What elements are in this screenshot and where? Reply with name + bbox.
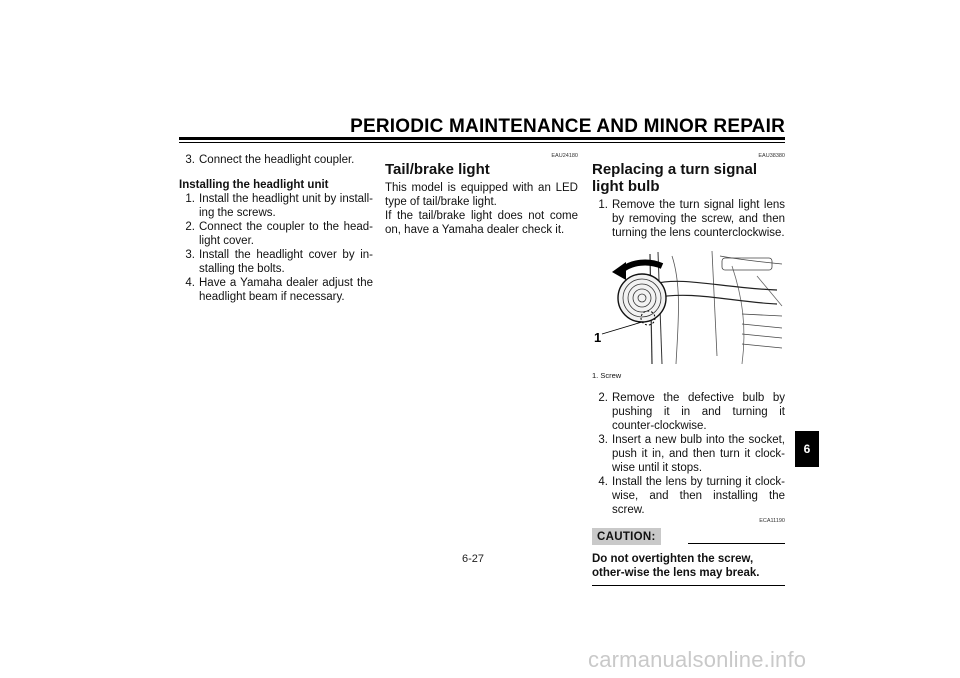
header-rule-thin [179, 142, 785, 143]
tail-light-paragraph-2: If the tail/brake light does not come on, have a Yamaha dealer check it. [385, 210, 578, 236]
section-code: EAU38380 [758, 153, 785, 159]
chapter-tab: 6 [795, 431, 819, 467]
figure-callout-1: 1 [594, 330, 602, 345]
caution-rule [688, 543, 785, 544]
install-step-3: 3. Install the headlight cover by in-stalling the bolts. [185, 249, 373, 275]
installing-headlight-subheading: Installing the headlight unit [179, 179, 329, 191]
install-step-2: 2. Connect the coupler to the head-light cover. [185, 221, 373, 247]
turn-signal-step-3: 3. Insert a new bulb into the socket, push it in, and then turn it clock-wise until it stops. [598, 434, 785, 474]
figure-caption: 1. Screw [592, 371, 622, 380]
caution-label: CAUTION: [592, 528, 661, 545]
caution-header [592, 526, 785, 546]
turn-signal-heading: Replacing a turn signal light bulb [592, 161, 758, 195]
section-code: EAU24180 [551, 153, 578, 159]
header-rule-thick [179, 137, 785, 140]
install-step-4: 4. Have a Yamaha dealer adjust the headlight beam if necessary. [185, 277, 373, 303]
turn-signal-figure [592, 246, 785, 366]
tail-brake-light-heading: Tail/brake light [385, 161, 490, 178]
caution-text: Do not overtighten the screw, other-wise the lens may break. [592, 552, 785, 586]
page-header-title: PERIODIC MAINTENANCE AND MINOR REPAIR [350, 116, 785, 137]
turn-signal-step-1: 1. Remove the turn signal light lens by removing the screw, and then turning the lens counterclockwise. [598, 199, 785, 239]
column-2 [385, 153, 578, 237]
column-1 [179, 153, 373, 304]
turn-signal-illustration [592, 246, 785, 366]
turn-signal-step-4: 4. Install the lens by turning it clock-wise, and then installing the screw. [598, 476, 785, 516]
caution-code: ECA11190 [759, 518, 785, 524]
watermark: carmanualsonline.info [588, 647, 807, 672]
page-number: 6-27 [462, 553, 485, 565]
turn-signal-step-2: 2. Remove the defective bulb by pushing it in and turning it counter-clockwise. [598, 392, 785, 432]
tail-light-paragraph-1: This model is equipped with an LED type of tail/brake light. [385, 182, 578, 208]
column-3 [592, 153, 785, 586]
step-connect-coupler: 3. Connect the headlight coupler. [185, 154, 355, 166]
install-step-1: 1. Install the headlight unit by install-ing the screws. [185, 193, 373, 219]
